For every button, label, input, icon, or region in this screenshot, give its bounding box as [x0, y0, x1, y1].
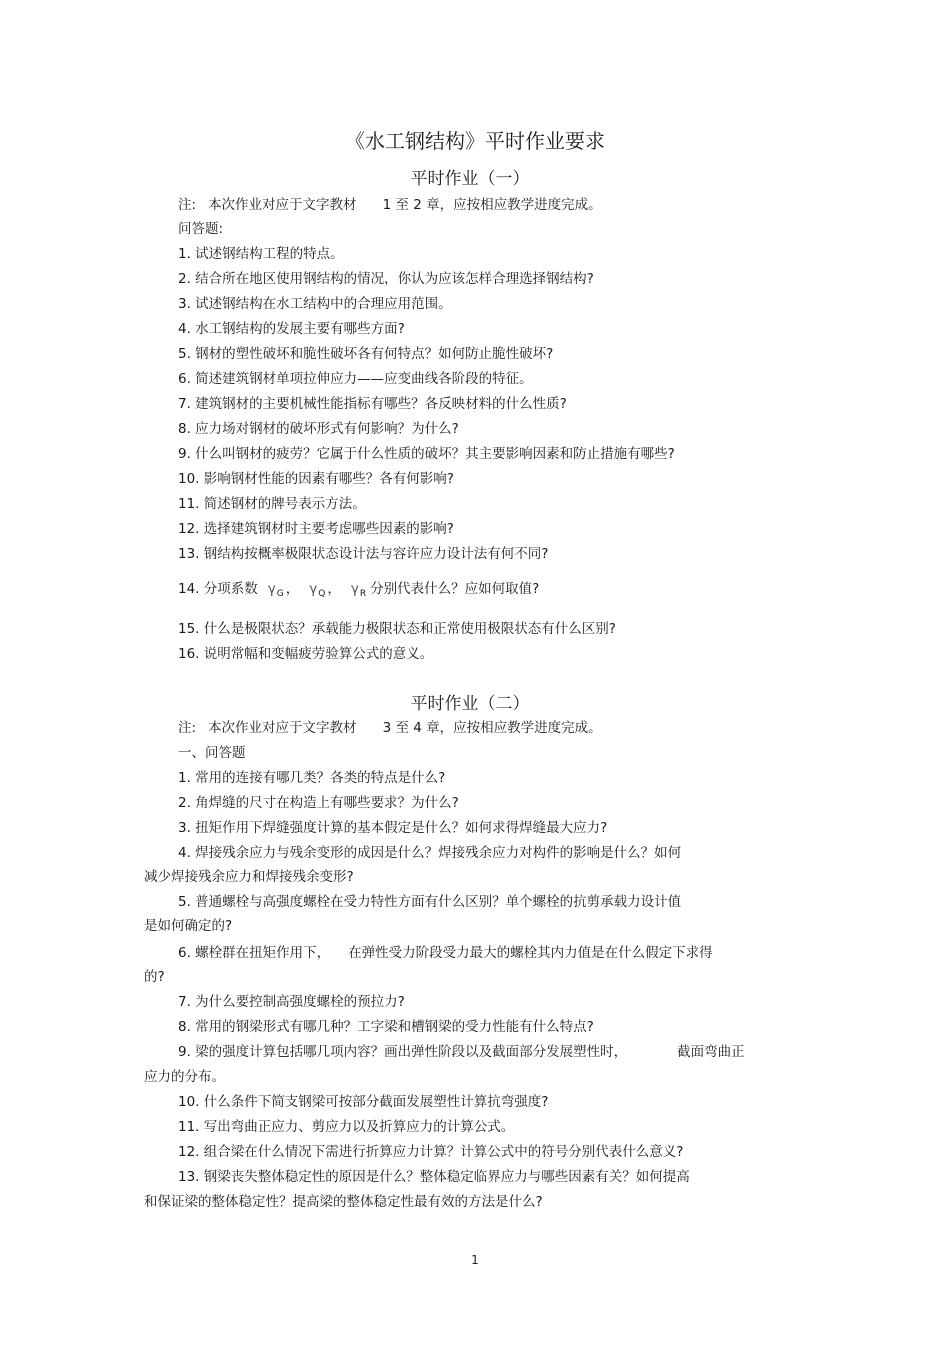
question-1-2: 2. 结合所在地区使用钢结构的情况，你认为应该怎样合理选择钢结构? — [178, 271, 594, 287]
q14-comma-1: ， — [285, 581, 300, 597]
q6-part-2: 在弹性受力阶段受力最大的螺栓其内力值是在什么假定下求得 — [348, 945, 713, 961]
question-2-13-line-2: 和保证梁的整体稳定性？提高梁的整体稳定性最有效的方法是什么? — [144, 1194, 543, 1210]
q6-part-1: 6. 螺栓群在扭矩作用下， — [178, 945, 331, 961]
question-2-6-line-2: 的? — [144, 969, 165, 985]
q14-suffix: 分别代表什么？应如何取值? — [370, 581, 540, 597]
question-2-12: 12. 组合梁在什么情况下需进行折算应力计算？计算公式中的符号分别代表什么意义? — [178, 1144, 684, 1160]
question-2-11: 11. 写出弯曲正应力、剪应力以及折算应力的计算公式。 — [178, 1119, 515, 1135]
question-2-4-line-1: 4. 焊接残余应力与残余变形的成因是什么？焊接残余应力对构件的影响是什么？如何 — [178, 845, 682, 861]
question-2-5-line-1: 5. 普通螺栓与高强度螺栓在受力特性方面有什么区别？单个螺栓的抗剪承载力设计值 — [178, 894, 682, 910]
gamma-g-subscript: G — [276, 589, 284, 599]
section-1-subheading: 问答题: — [178, 221, 224, 237]
note-prefix: 注: — [178, 197, 197, 213]
question-1-15: 15. 什么是极限状态？承载能力极限状态和正常使用极限状态有什么区别? — [178, 621, 616, 637]
question-2-2: 2. 角焊缝的尺寸在构造上有哪些要求？为什么? — [178, 795, 459, 811]
gamma-g-symbol: γ — [267, 581, 276, 597]
question-2-4-line-2: 减少焊接残余应力和焊接残余变形? — [144, 869, 354, 885]
question-2-6-line-1 — [178, 944, 713, 962]
note-range: 3 至 4 章，应按相应教学进度完成。 — [382, 720, 602, 736]
note-text: 本次作业对应于文字教材 — [208, 197, 357, 213]
question-2-1: 1. 常用的连接有哪几类？各类的特点是什么? — [178, 770, 446, 786]
note-text: 本次作业对应于文字教材 — [208, 720, 357, 736]
question-2-9-line-2: 应力的分布。 — [144, 1069, 225, 1085]
question-1-11: 11. 简述钢材的牌号表示方法。 — [178, 496, 366, 512]
q9-part-2: 截面弯曲正 — [677, 1044, 745, 1060]
note-range: 1 至 2 章，应按相应教学进度完成。 — [382, 197, 602, 213]
question-2-8: 8. 常用的钢梁形式有哪几种？工字梁和槽钢梁的受力性能有什么特点? — [178, 1019, 594, 1035]
question-1-1: 1. 试述钢结构工程的特点。 — [178, 246, 344, 262]
question-2-13-line-1: 13. 钢梁丧失整体稳定性的原因是什么？整体稳定临界应力与哪些因素有关？如何提高 — [178, 1169, 690, 1185]
section-2-heading: 平时作业（二） — [410, 694, 530, 714]
page-number: 1 — [471, 1253, 479, 1267]
question-2-7: 7. 为什么要控制高强度螺栓的预拉力? — [178, 994, 405, 1010]
question-1-13: 13. 钢结构按概率极限状态设计法与容许应力设计法有何不同? — [178, 546, 549, 562]
question-1-7: 7. 建筑钢材的主要机械性能指标有哪些？各反映材料的什么性质? — [178, 396, 567, 412]
note-prefix: 注: — [178, 720, 197, 736]
question-2-10: 10. 什么条件下简支钢梁可按部分截面发展塑性计算抗弯强度? — [178, 1094, 549, 1110]
q14-comma-2: ， — [327, 581, 341, 597]
gamma-r-subscript: R — [359, 589, 367, 599]
question-2-5-line-2: 是如何确定的? — [144, 918, 233, 934]
question-1-6: 6. 简述建筑钢材单项拉伸应力——应变曲线各阶段的特征。 — [178, 371, 533, 387]
question-1-3: 3. 试述钢结构在水工结构中的合理应用范围。 — [178, 296, 452, 312]
question-2-3: 3. 扭矩作用下焊缝强度计算的基本假定是什么？如何求得焊缝最大应力? — [178, 820, 608, 836]
gamma-q-symbol: γ — [309, 581, 318, 597]
q9-part-1: 9. 梁的强度计算包括哪几项内容？画出弹性阶段以及截面部分发展塑性时， — [178, 1044, 628, 1060]
question-1-14 — [178, 580, 539, 603]
section-2-note — [178, 719, 602, 737]
gamma-q-subscript: Q — [318, 589, 326, 599]
question-2-9-line-1 — [178, 1043, 745, 1061]
question-1-16: 16. 说明常幅和变幅疲劳验算公式的意义。 — [178, 646, 434, 662]
section-1-heading: 平时作业（一） — [410, 169, 530, 189]
question-1-10: 10. 影响钢材性能的因素有哪些？各有何影响? — [178, 471, 454, 487]
question-1-12: 12. 选择建筑钢材时主要考虑哪些因素的影响? — [178, 521, 454, 537]
q14-prefix: 14. 分项系数 — [178, 581, 258, 597]
section-2-subheading: 一、问答题 — [178, 745, 246, 761]
section-1-note — [178, 196, 602, 214]
question-1-8: 8. 应力场对钢材的破坏形式有何影响？为什么? — [178, 421, 459, 437]
question-1-4: 4. 水工钢结构的发展主要有哪些方面? — [178, 321, 405, 337]
gamma-r-symbol: γ — [350, 581, 359, 597]
question-1-9: 9. 什么叫钢材的疲劳？它属于什么性质的破坏？其主要影响因素和防止措施有哪些? — [178, 446, 675, 462]
question-1-5: 5. 钢材的塑性破坏和脆性破坏各有何特点？如何防止脆性破坏? — [178, 346, 554, 362]
document-title: 《水工钢结构》平时作业要求 — [345, 129, 605, 153]
